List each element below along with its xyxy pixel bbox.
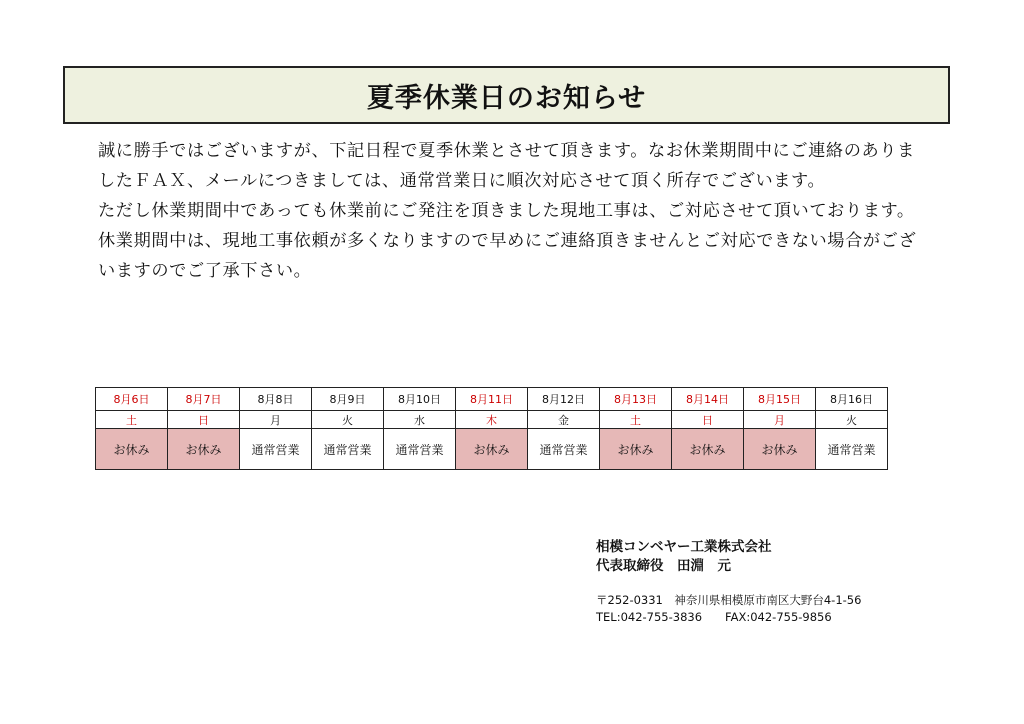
schedule-date-cell: 8月8日: [240, 388, 312, 411]
schedule-date-cell: 8月10日: [384, 388, 456, 411]
notice-body: [98, 136, 928, 286]
status-row: [96, 429, 888, 470]
schedule-status-cell: お休み: [456, 429, 528, 470]
schedule-status-cell: 通常営業: [312, 429, 384, 470]
address-block: [596, 592, 861, 626]
schedule-weekday-cell: 水: [384, 411, 456, 429]
schedule-status-cell: 通常営業: [384, 429, 456, 470]
notice-title-box: [63, 66, 950, 124]
schedule-date-cell: 8月11日: [456, 388, 528, 411]
schedule-weekday-cell: 木: [456, 411, 528, 429]
schedule-date-cell: 8月12日: [528, 388, 600, 411]
schedule-weekday-cell: 土: [600, 411, 672, 429]
notice-title: 夏季休業日のお知らせ: [366, 82, 647, 114]
schedule-weekday-cell: 土: [96, 411, 168, 429]
holiday-schedule-table: [95, 387, 888, 470]
schedule-weekday-cell: 月: [240, 411, 312, 429]
schedule-status-cell: お休み: [168, 429, 240, 470]
schedule-date-cell: 8月9日: [312, 388, 384, 411]
schedule-weekday-cell: 日: [672, 411, 744, 429]
schedule-status-cell: 通常営業: [816, 429, 888, 470]
schedule-date-cell: 8月7日: [168, 388, 240, 411]
schedule-weekday-cell: 金: [528, 411, 600, 429]
schedule-status-cell: お休み: [600, 429, 672, 470]
schedule-status-cell: 通常営業: [528, 429, 600, 470]
date-row: [96, 388, 888, 411]
company-block: [596, 538, 772, 576]
schedule-weekday-cell: 日: [168, 411, 240, 429]
notice-paragraph: 誠に勝手ではございますが、下記日程で夏季休業とさせて頂きます。なお休業期間中にご連絡のありましたＦＡＸ、メールにつきましては、通常営業日に順次対応させて頂く所存でございます。: [98, 141, 915, 191]
company-representative: 代表取締役 田淵 元: [596, 558, 731, 574]
schedule-date-cell: 8月16日: [816, 388, 888, 411]
company-name: 相模コンベヤー工業株式会社: [596, 539, 772, 555]
company-contact: TEL:042-755-3836 FAX:042-755-9856: [596, 610, 832, 624]
schedule-status-cell: お休み: [672, 429, 744, 470]
schedule-status-cell: 通常営業: [240, 429, 312, 470]
schedule-date-cell: 8月13日: [600, 388, 672, 411]
schedule-weekday-cell: 火: [816, 411, 888, 429]
weekday-row: [96, 411, 888, 429]
company-address: 〒252-0331 神奈川県相模原市南区大野台4-1-56: [596, 593, 862, 607]
schedule-date-cell: 8月14日: [672, 388, 744, 411]
schedule-weekday-cell: 月: [744, 411, 816, 429]
schedule-status-cell: お休み: [744, 429, 816, 470]
schedule-date-cell: 8月15日: [744, 388, 816, 411]
schedule-weekday-cell: 火: [312, 411, 384, 429]
schedule-status-cell: お休み: [96, 429, 168, 470]
schedule-date-cell: 8月6日: [96, 388, 168, 411]
notice-paragraph: ただし休業期間中であっても休業前にご発注を頂きました現地工事は、ご対応させて頂いております。休業期間中は、現地工事依頼が多くなりますので早めにご連絡頂きませんとご対応できない場合がございますのでご了承下さい。: [98, 201, 917, 281]
